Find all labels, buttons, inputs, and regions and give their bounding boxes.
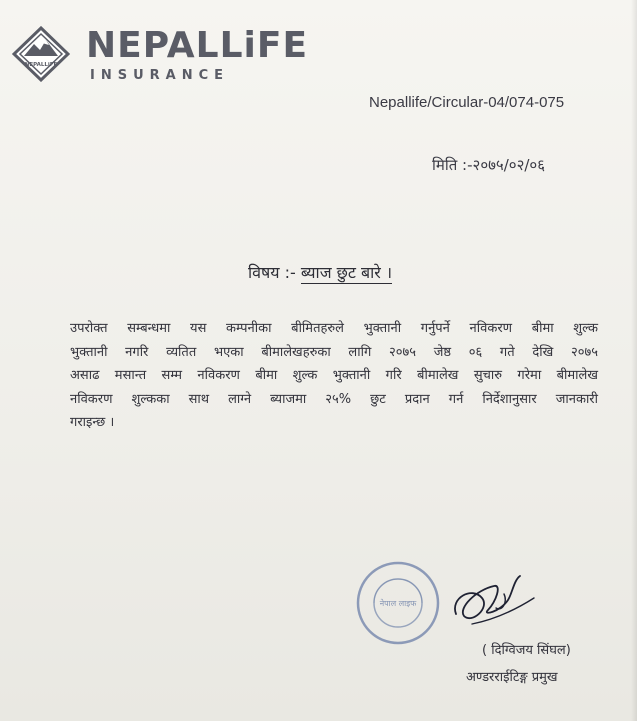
body-line: गराइन्छ ।	[70, 415, 115, 430]
subject-prefix: विषय :-	[248, 263, 296, 282]
body-line: नविकरण शुल्कका साथ लाग्ने ब्याजमा २५% छुट प्रदान गर्न निर्देशानुसार जानकारी	[70, 391, 598, 407]
mountain-logo-icon	[12, 26, 70, 82]
letter-date: मिति :-२०७५/०२/०६	[432, 156, 546, 174]
logo-mark-text: NEPALLiFE	[24, 62, 58, 68]
body-line: उपरोक्त सम्बन्धमा यस कम्पनीका बीमितहरुले भुक्तानी गर्नुपर्ने नविकरण बीमा शुल्क	[70, 321, 598, 336]
stamp-text: नेपाल लाइफ	[379, 599, 417, 608]
subject-text: ब्याज छुट बारे ।	[300, 263, 393, 282]
brand-name: NEPALLiFE	[86, 25, 309, 66]
circular-reference: Nepallife/Circular-04/074-075	[369, 94, 565, 111]
brand-subtitle: INSURANCE	[90, 68, 230, 83]
subject-line	[248, 261, 392, 283]
handwritten-signature	[442, 568, 552, 630]
body-line: असाढ मसान्त सम्म नविकरण बीमा शुल्क भुक्तानी गरि बीमालेख सुचारु गरेमा बीमालेख	[70, 368, 598, 383]
company-seal-stamp	[352, 558, 444, 648]
page-shadow-edge	[631, 0, 637, 721]
signer-title: अण्डरराईटिङ्ग प्रमुख	[466, 670, 558, 685]
company-letterhead	[12, 24, 312, 86]
signer-name: ( दिग्विजय सिंघल)	[482, 643, 571, 658]
body-line: भुक्तानी नगरि व्यतित भएका बीमालेखहरुका लागि २०७५ जेष्ठ ०६ गते देखि २०७५	[70, 344, 598, 360]
letter-body	[70, 317, 598, 435]
